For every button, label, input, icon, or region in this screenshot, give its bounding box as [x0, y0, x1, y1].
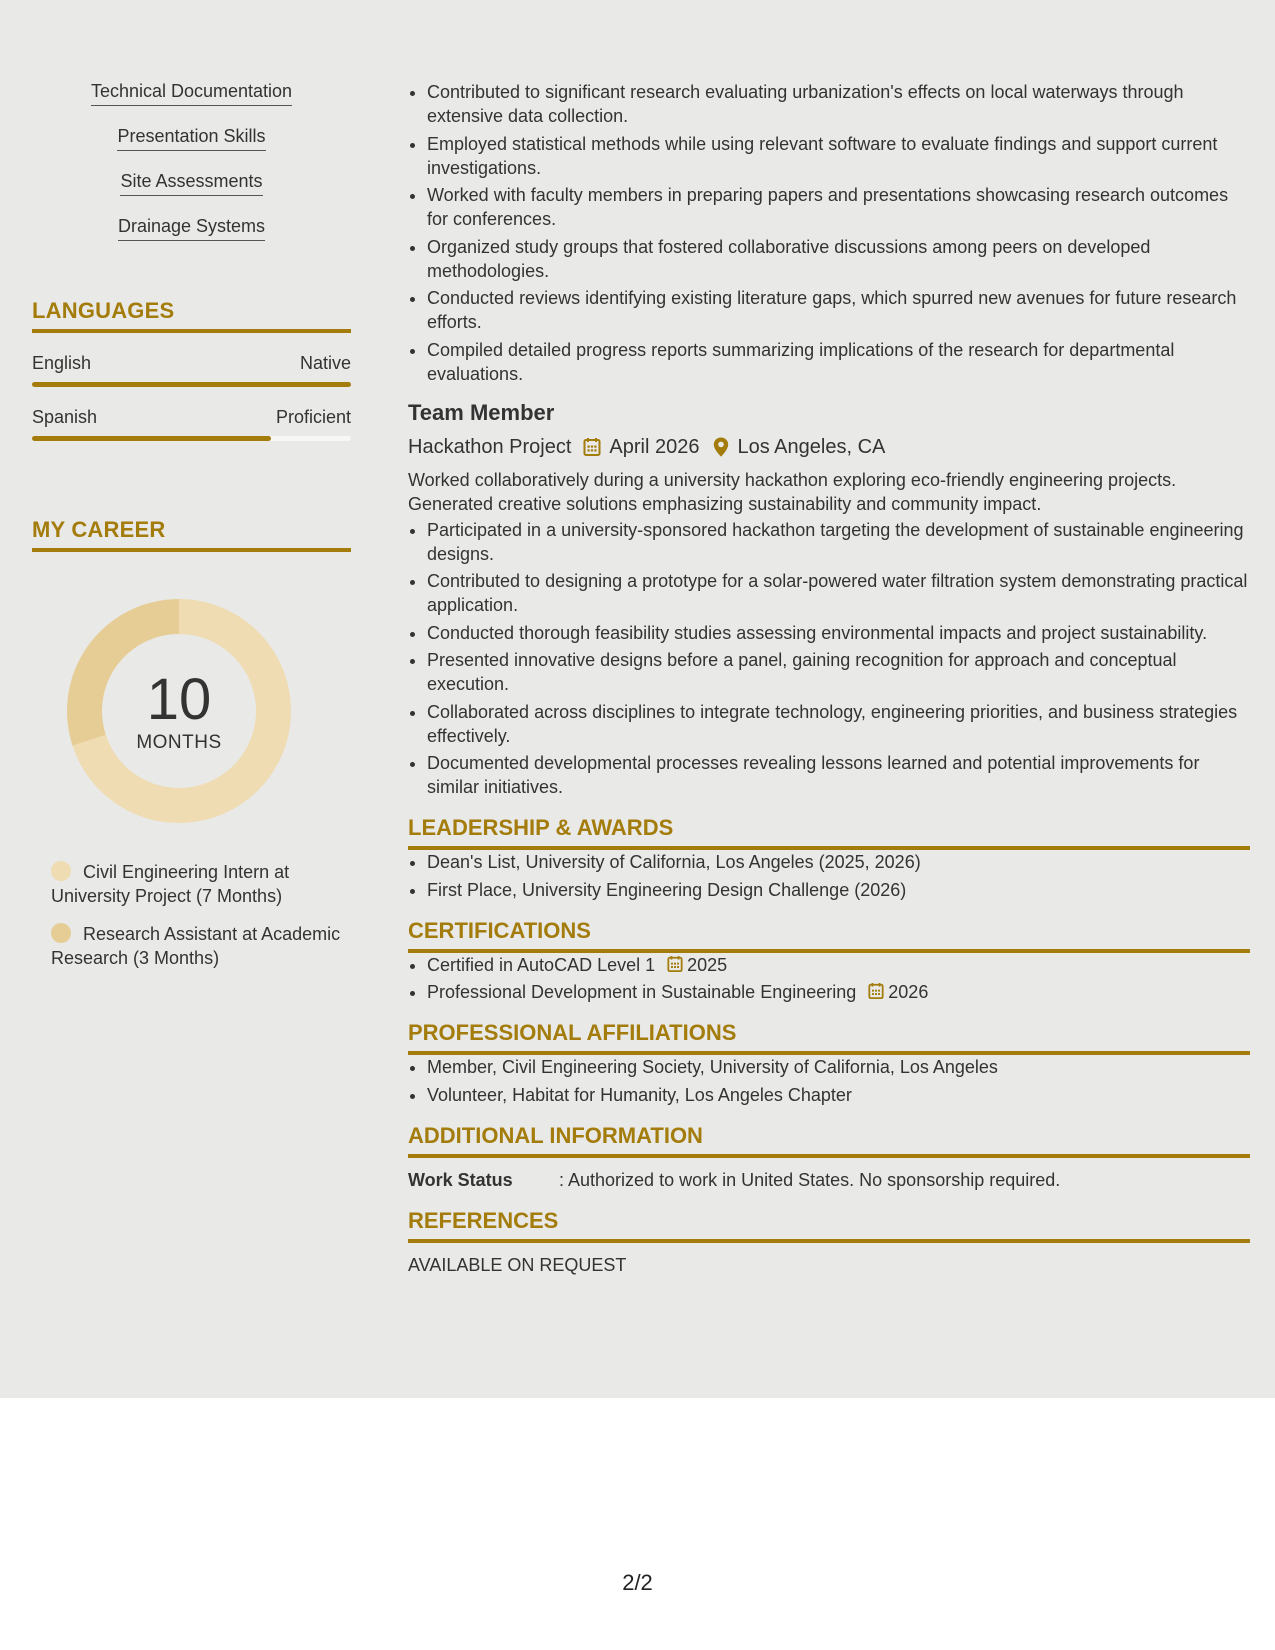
list-item: • Member, Civil Engineering Society, University of California, Los Angeles: [427, 1055, 1250, 1079]
leadership-heading: LEADERSHIP & AWARDS: [408, 815, 1250, 850]
list-item: • Employed statistical methods while using relevant software to evaluate findings and support current investigations.: [427, 132, 1250, 180]
cert-name: Certified in AutoCAD Level 1: [427, 954, 656, 975]
calendar-icon: [868, 982, 884, 1000]
work-status-row: [408, 1168, 1250, 1192]
list-item: • Contributed to designing a prototype for a solar-powered water filtration system demonstrating practical application.: [427, 569, 1250, 617]
job-date: April 2026: [609, 435, 700, 458]
list-item: • Participated in a university-sponsored hackathon targeting the development of sustainable engineering designs.: [427, 518, 1250, 566]
cert-name: Professional Development in Sustainable Engineering: [427, 982, 857, 1002]
languages-heading: LANGUAGES: [32, 298, 351, 333]
list-item: • Worked with faculty members in preparing papers and presentations showcasing research outcomes for conferences.: [427, 183, 1250, 231]
references-heading: REFERENCES: [408, 1208, 1250, 1243]
language-spanish: [32, 407, 351, 441]
job-location: Los Angeles, CA: [737, 435, 886, 458]
language-bar: [32, 382, 351, 387]
calendar-icon: [667, 955, 683, 973]
list-item: [427, 980, 1250, 1004]
language-level: Native: [299, 353, 351, 373]
list-item: • Conducted reviews identifying existing literature gaps, which spurred new avenues for future research efforts.: [427, 286, 1250, 334]
language-bar: [32, 436, 351, 441]
certifications-list: [408, 953, 1250, 1005]
job-title: Team Member: [408, 399, 555, 425]
team-member-bullets: [408, 518, 1250, 800]
language-name: Spanish: [32, 407, 98, 427]
list-item: • Compiled detailed progress reports summarizing implications of the research for departmental evaluations.: [427, 338, 1250, 386]
career-heading: MY CAREER: [32, 517, 351, 552]
legend-item: Research Assistant at Academic Research (3 Months): [51, 924, 341, 968]
job-description: Worked collaboratively during a university hackathon exploring eco-friendly engineering projects. Generated creative solutions emphasizing sustainability and community impact.: [408, 469, 1177, 514]
left-column: [32, 80, 351, 984]
list-item: • Dean's List, University of California, Los Angeles (2025, 2026): [427, 850, 1250, 874]
language-level: Proficient: [275, 407, 351, 427]
page-number: 2/2: [622, 1570, 653, 1595]
cert-year: 2025: [687, 954, 728, 975]
list-item: • Presented innovative designs before a panel, gaining recognition for approach and conceptual execution.: [427, 648, 1250, 696]
map-pin-icon: [713, 437, 729, 457]
list-item: • Collaborated across disciplines to integrate technology, engineering priorities, and business strategies effectively.: [427, 700, 1250, 748]
list-item: • First Place, University Engineering Design Challenge (2026): [427, 878, 1250, 902]
skill-item: Technical Documentation: [32, 80, 351, 125]
list-item: • Organized study groups that fostered collaborative discussions among peers on developed methodologies.: [427, 235, 1250, 283]
references-text: AVAILABLE ON REQUEST: [408, 1254, 627, 1275]
legend-dot: [51, 861, 71, 881]
skill-item: Site Assessments: [32, 170, 351, 215]
right-column: [408, 80, 1250, 1277]
cert-year: 2026: [888, 982, 929, 1002]
skills-list: [32, 80, 351, 260]
certifications-heading: CERTIFICATIONS: [408, 918, 1250, 953]
skill-item: Presentation Skills: [32, 125, 351, 170]
job-meta: [408, 434, 1250, 460]
list-item: • Volunteer, Habitat for Humanity, Los Angeles Chapter: [427, 1083, 1250, 1107]
job-org: Hackathon Project: [408, 435, 572, 458]
work-status-value: : Authorized to work in United States. No sponsorship required.: [559, 1169, 1061, 1190]
language-bar-fill: [32, 436, 271, 441]
language-name: English: [32, 353, 92, 373]
affiliations-heading: PROFESSIONAL AFFILIATIONS: [408, 1020, 1250, 1055]
career-donut-chart: [66, 598, 292, 824]
list-item: • Contributed to significant research evaluating urbanization's effects on local waterways through extensive data collection.: [427, 80, 1250, 128]
calendar-icon: [583, 437, 601, 457]
legend-item: Civil Engineering Intern at University Project (7 Months): [51, 862, 290, 906]
language-english: [32, 353, 351, 387]
career-total-unit: MONTHS: [136, 732, 222, 753]
work-status-label: Work Status: [408, 1169, 513, 1190]
affiliations-list: [408, 1055, 1250, 1107]
skill-item: Drainage Systems: [32, 215, 351, 260]
leadership-list: [408, 850, 1250, 902]
research-bullets: [408, 80, 1250, 386]
list-item: • Documented developmental processes revealing lessons learned and potential improvements for similar initiatives.: [427, 751, 1250, 799]
additional-info-heading: ADDITIONAL INFORMATION: [408, 1123, 1250, 1158]
legend-dot: [51, 923, 71, 943]
language-bar-fill: [32, 382, 351, 387]
list-item: • Conducted thorough feasibility studies assessing environmental impacts and project sustainability.: [427, 621, 1250, 645]
career-total-value: 10: [146, 667, 212, 732]
career-legend: [51, 860, 351, 970]
list-item: [427, 953, 1250, 977]
